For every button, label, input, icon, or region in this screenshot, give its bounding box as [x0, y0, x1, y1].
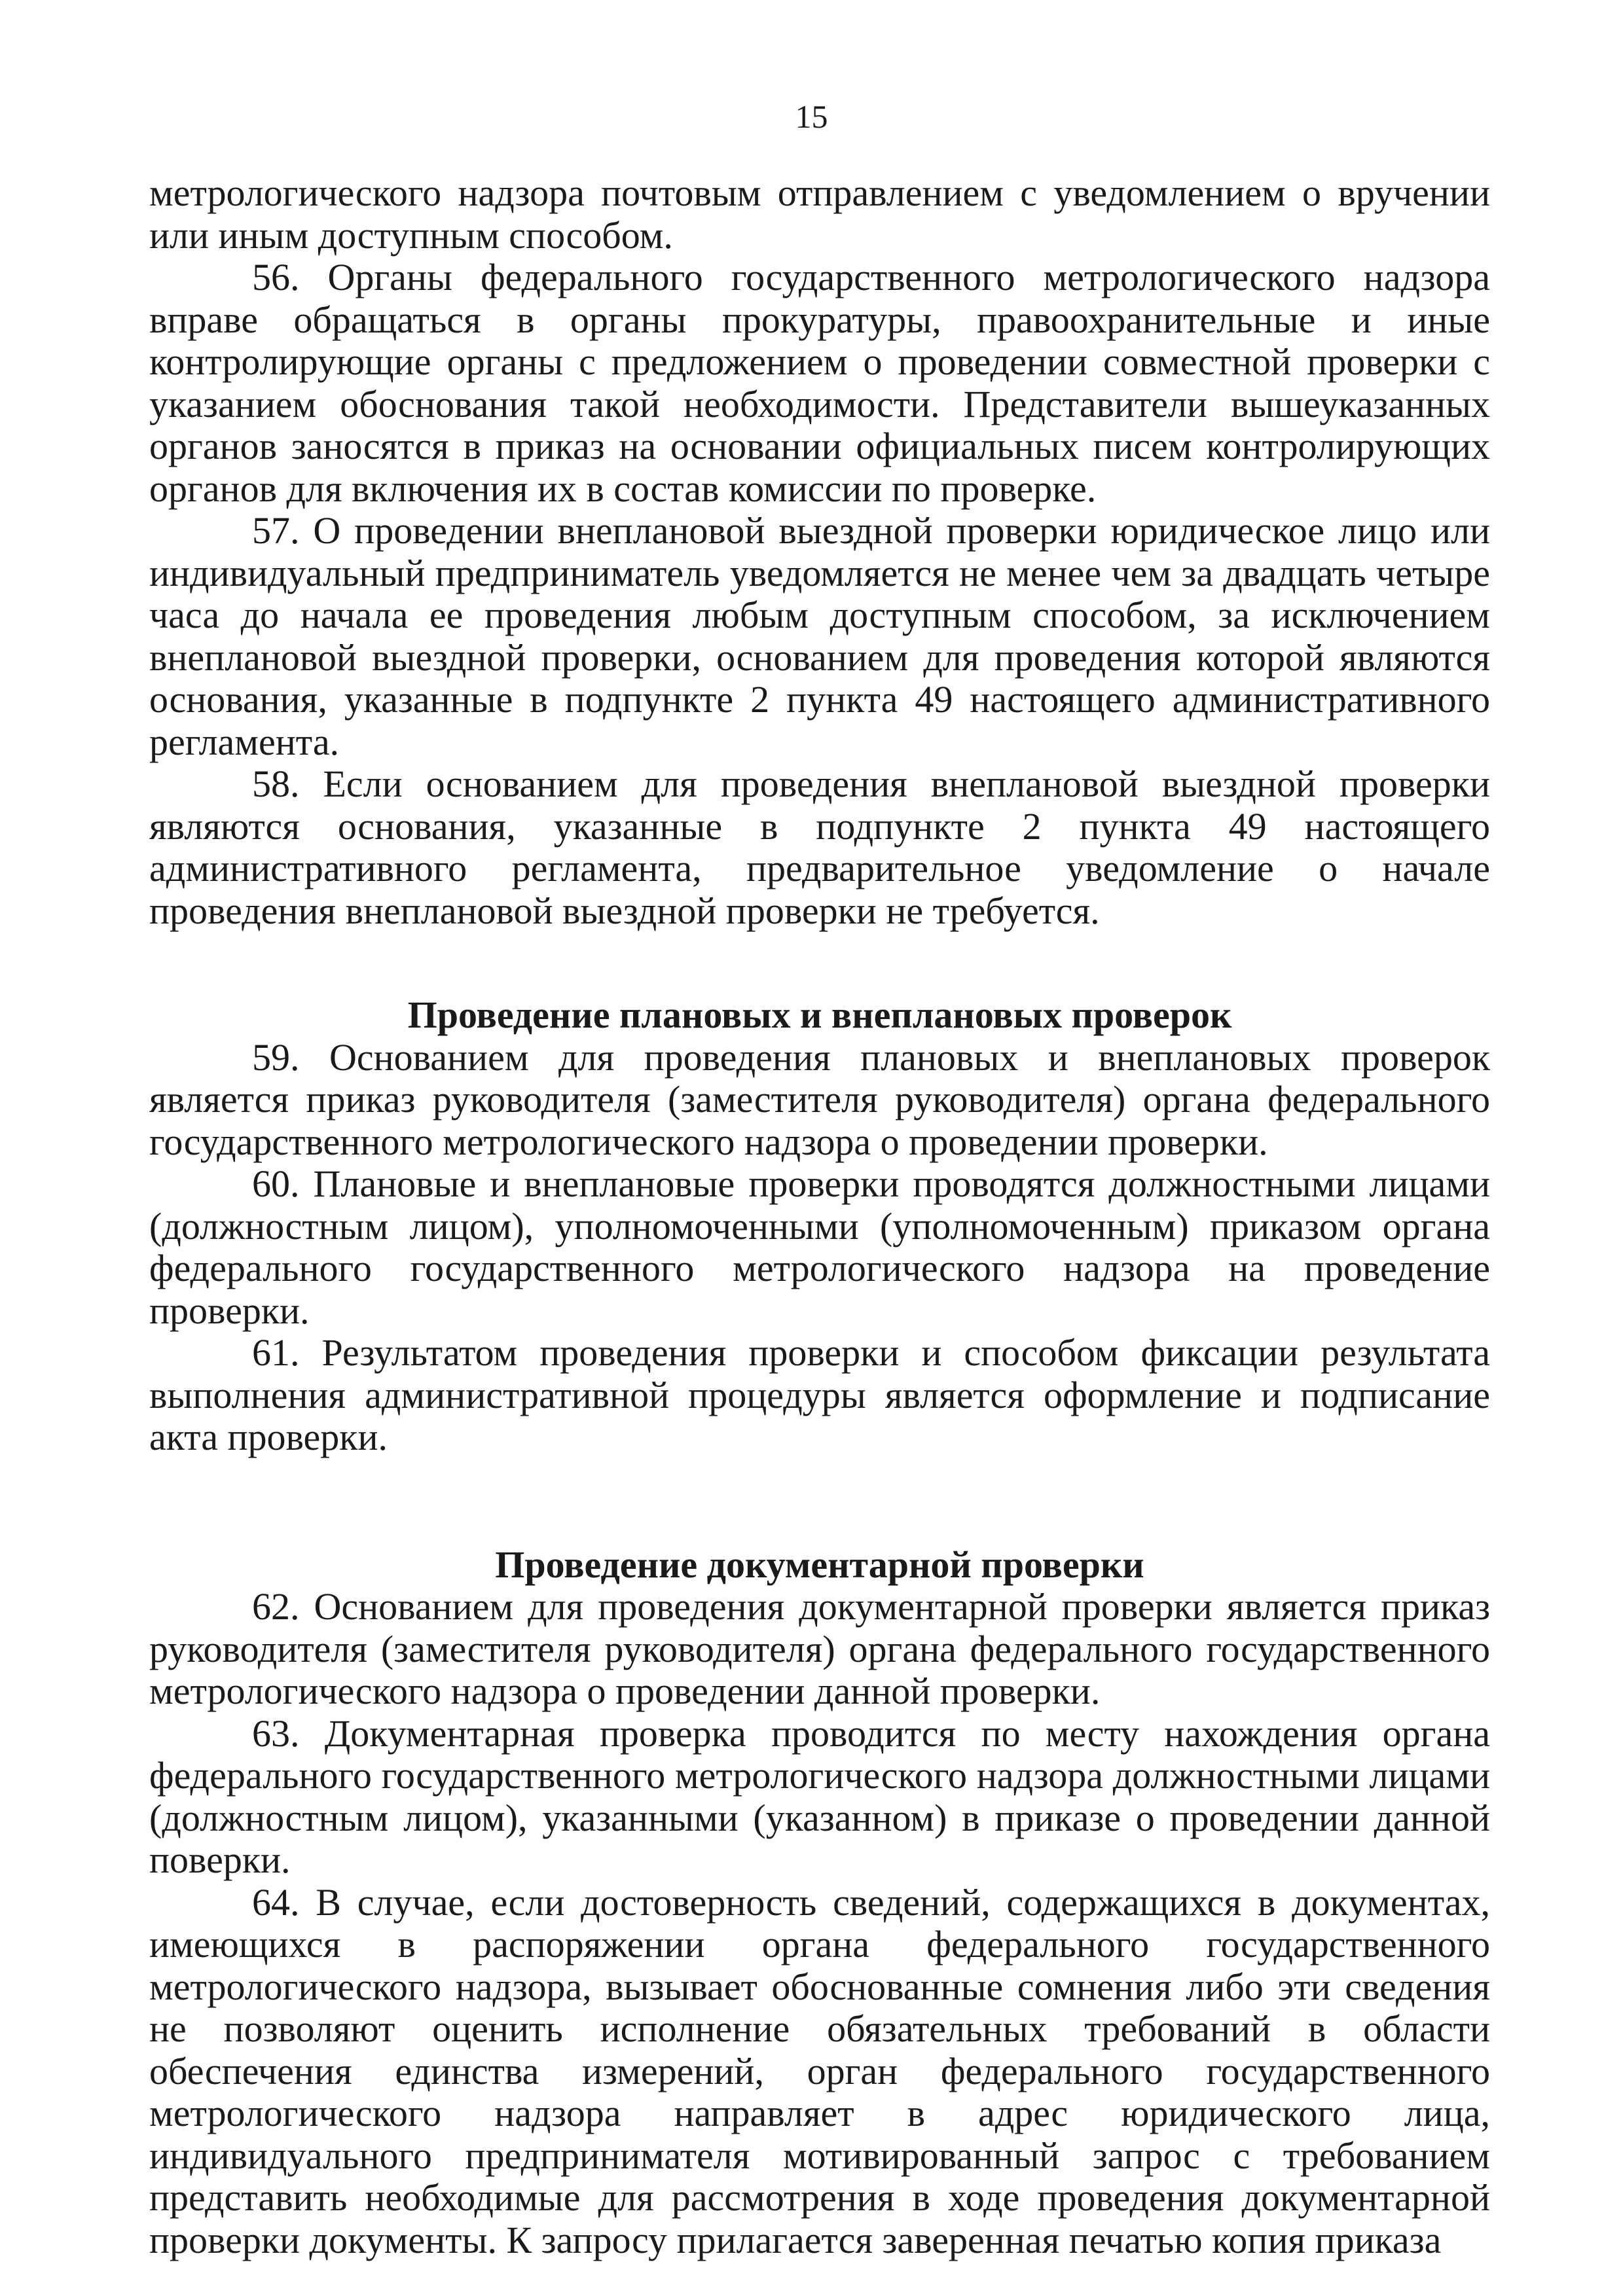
- paragraph-60: 60. Плановые и внеплановые проверки проводятся должностными лицами (должностным лицом), уполномоченными (уполномоченным) приказом органа федерального государственного метрологического надзора на проведение проверки.: [149, 1162, 1490, 1332]
- paragraph-continuation: метрологического надзора почтовым отправлением с уведомлением о вручении или иным доступным способом.: [149, 171, 1490, 257]
- paragraph-59: 59. Основанием для проведения плановых и внеплановых проверок является приказ руководителя (заместителя руководителя) органа федерального государственного метрологического надзора о проведении проверки.: [149, 1035, 1490, 1163]
- section-heading-documentary-inspection: Проведение документарной проверки: [495, 1543, 1144, 1586]
- paragraph-62: 62. Основанием для проведения документарной проверки является приказ руководителя (заместителя руководителя) органа федерального государственного метрологического надзора о проведении данной проверки.: [149, 1585, 1490, 1712]
- paragraph-63: 63. Документарная проверка проводится по месту нахождения органа федерального государственного метрологического надзора должностными лицами (должностным лицом), указанными (указанном) в приказе о проведении данной поверки.: [149, 1712, 1490, 1881]
- page-number: 15: [795, 98, 828, 135]
- section-heading-scheduled-inspections: Проведение плановых и внеплановых проверок: [407, 994, 1232, 1036]
- paragraph-58: 58. Если основанием для проведения внеплановой выездной проверки являются основания, указанные в подпункте 2 пункта 49 настоящего административного регламента, предварительное уведомление о начале проведения внеплановой выездной проверки не требуется.: [149, 762, 1490, 932]
- paragraph-64: 64. В случае, если достоверность сведений, содержащихся в документах, имеющихся в распоряжении органа федерального государственного метрологического надзора, вызывает обоснованные сомнения либо эти сведения не позволяют оценить исполнение обязательных требований в области обеспечения единства измерений, орган федерального государственного метрологического надзора направляет в адрес юридического лица, индивидуального предпринимателя мотивированный запрос с требованием представить необходимые для рассмотрения в ходе проведения документарной проверки документы. К запросу прилагается заверенная печатью копия приказа: [149, 1880, 1490, 2261]
- document-body: [149, 172, 1490, 2261]
- paragraph-56: 56. Органы федерального государственного метрологического надзора вправе обращаться в органы прокуратуры, правоохранительные и иные контролирующие органы с предложением о проведении совместной проверки с указанием обоснования такой необходимости. Представители вышеуказанных органов заносятся в приказ на основании официальных писем контролирующих органов для включения их в состав комиссии по проверке.: [149, 256, 1490, 510]
- paragraph-61: 61. Результатом проведения проверки и способом фиксации результата выполнения административной процедуры является оформление и подписание акта проверки.: [149, 1331, 1490, 1458]
- paragraph-57: 57. О проведении внеплановой выездной проверки юридическое лицо или индивидуальный предприниматель уведомляется не менее чем за двадцать четыре часа до начала ее проведения любым доступным способом, за исключением внеплановой выездной проверки, основанием для проведения которой являются основания, указанные в подпункте 2 пункта 49 настоящего административного регламента.: [149, 509, 1490, 763]
